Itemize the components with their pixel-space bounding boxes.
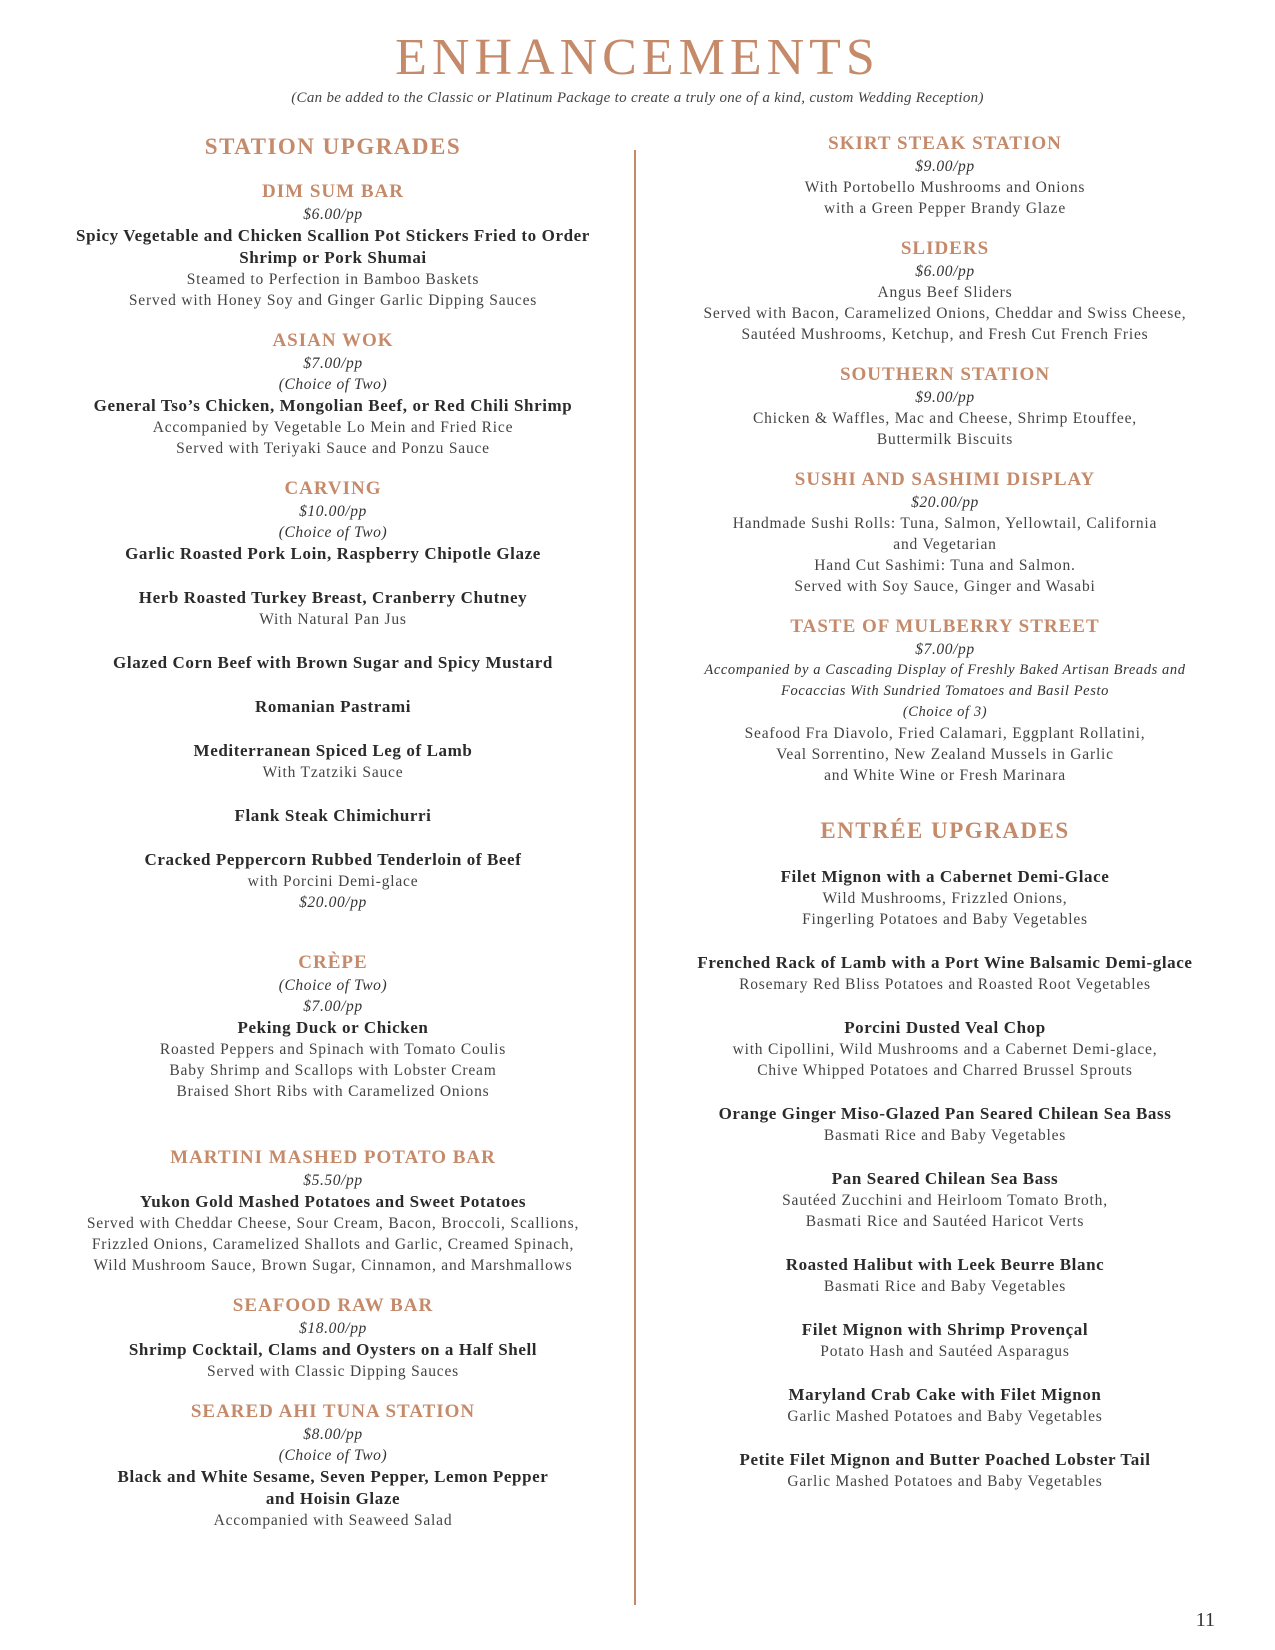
item-title: CRÈPE (298, 952, 368, 973)
item-desc: With Natural Pan Jus (259, 611, 407, 628)
item-price: $7.00/pp (303, 355, 363, 372)
item-desc: With Tzatziki Sauce (262, 764, 404, 781)
page-subtitle: (Can be added to the Classic or Platinum Package to create a truly one of a kind, custom Wedding Reception) (291, 90, 984, 106)
menu-item-ahi-tuna (40, 1400, 626, 1531)
entree-title: Porcini Dusted Veal Chop (844, 1018, 1046, 1037)
menu-item-skirt-steak (652, 132, 1238, 219)
item-dish: Herb Roasted Turkey Breast, Cranberry Chutney (138, 588, 528, 607)
menu-item-martini (40, 1146, 626, 1276)
menu-item-crepe (40, 951, 626, 1102)
entree-desc: Chive Whipped Potatoes and Charred Brussel Sprouts (757, 1062, 1133, 1079)
item-price: $9.00/pp (915, 158, 975, 175)
entree-desc: with Cipollini, Wild Mushrooms and a Cabernet Demi-glace, (732, 1041, 1158, 1058)
section-heading-station-upgrades: STATION UPGRADES (204, 134, 462, 159)
item-desc: with a Green Pepper Brandy Glaze (823, 200, 1067, 217)
entree-title: Petite Filet Mignon and Butter Poached Lobster Tail (739, 1450, 1151, 1469)
entree-item (652, 1384, 1238, 1427)
item-desc: Sautéed Mushrooms, Ketchup, and Fresh Cut French Fries (741, 326, 1149, 343)
item-title: ASIAN WOK (272, 330, 394, 351)
menu-item-carving (40, 477, 626, 913)
entree-title: Frenched Rack of Lamb with a Port Wine Balsamic Demi-glace (697, 953, 1193, 972)
item-title: SEARED AHI TUNA STATION (190, 1401, 476, 1422)
entree-title: Filet Mignon with a Cabernet Demi-Glace (780, 867, 1110, 886)
item-dish: Mediterranean Spiced Leg of Lamb (193, 741, 473, 760)
item-desc: Served with Cheddar Cheese, Sour Cream, Bacon, Broccoli, Scallions, (86, 1215, 580, 1232)
menu-item-sliders (652, 237, 1238, 345)
menu-item-dim-sum (40, 180, 626, 311)
entree-item (652, 1103, 1238, 1146)
item-title: SKIRT STEAK STATION (828, 133, 1062, 154)
item-desc: Served with Honey Soy and Ginger Garlic Dipping Sauces (128, 292, 538, 309)
page-title: ENHANCEMENTS (395, 29, 880, 86)
menu-item-raw-bar (40, 1294, 626, 1382)
entree-item (652, 1017, 1238, 1081)
entree-desc: Fingerling Potatoes and Baby Vegetables (802, 911, 1088, 928)
item-price: $20.00/pp (911, 494, 979, 511)
item-title: SUSHI AND SASHIMI DISPLAY (794, 469, 1096, 490)
menu-item-mulberry (652, 615, 1238, 786)
left-column (40, 132, 626, 1549)
item-desc: Steamed to Perfection in Bamboo Baskets (186, 271, 480, 288)
item-desc: Chicken & Waffles, Mac and Cheese, Shrimp Etouffee, (753, 410, 1137, 427)
item-desc: Served with Teriyaki Sauce and Ponzu Sauce (176, 440, 490, 457)
menu-item-sushi (652, 468, 1238, 597)
column-divider (634, 150, 636, 1605)
item-price: $7.00/pp (915, 641, 975, 658)
item-price: $5.50/pp (303, 1172, 363, 1189)
entree-item (652, 952, 1238, 995)
entree-desc: Rosemary Red Bliss Potatoes and Roasted Root Vegetables (739, 976, 1151, 993)
item-price: $6.00/pp (915, 263, 975, 280)
item-dish: Yukon Gold Mashed Potatoes and Sweet Potatoes (139, 1192, 527, 1211)
menu-item-southern (652, 363, 1238, 450)
item-price: $8.00/pp (303, 1426, 363, 1443)
menu-item-asian-wok (40, 329, 626, 459)
right-column (652, 132, 1238, 1514)
page-number: 11 (1195, 1609, 1215, 1631)
item-dish: Garlic Roasted Pork Loin, Raspberry Chipotle Glaze (125, 544, 541, 563)
item-dish: Peking Duck or Chicken (237, 1018, 429, 1037)
item-price: $20.00/pp (299, 894, 367, 911)
item-desc: and White Wine or Fresh Marinara (824, 767, 1066, 784)
item-title: TASTE OF MULBERRY STREET (790, 616, 1100, 637)
item-title: SLIDERS (900, 238, 990, 259)
entree-desc: Wild Mushrooms, Frizzled Onions, (822, 890, 1068, 907)
item-title: SEAFOOD RAW BAR (232, 1295, 434, 1316)
item-title: MARTINI MASHED POTATO BAR (170, 1147, 496, 1168)
item-desc: Buttermilk Biscuits (876, 431, 1014, 448)
entree-desc: Basmati Rice and Baby Vegetables (823, 1127, 1067, 1144)
item-desc: Baby Shrimp and Scallops with Lobster Cream (169, 1062, 497, 1079)
item-dish: Shrimp or Pork Shumai (239, 248, 427, 267)
item-desc: Angus Beef Sliders (877, 284, 1013, 301)
item-note: (Choice of Two) (278, 1447, 388, 1464)
item-note: (Choice of Two) (278, 977, 388, 994)
item-desc: Hand Cut Sashimi: Tuna and Salmon. (814, 557, 1076, 574)
item-dish: Cracked Peppercorn Rubbed Tenderloin of Beef (144, 850, 522, 869)
entree-item (652, 1254, 1238, 1297)
item-desc: Accompanied by Vegetable Lo Mein and Fried Rice (152, 419, 514, 436)
item-desc: With Portobello Mushrooms and Onions (804, 179, 1086, 196)
item-note: (Choice of 3) (902, 704, 988, 720)
item-desc: Served with Soy Sauce, Ginger and Wasabi (794, 578, 1096, 595)
item-price: $6.00/pp (303, 206, 363, 223)
item-dish: Flank Steak Chimichurri (234, 806, 432, 825)
entree-desc: Basmati Rice and Sautéed Haricot Verts (805, 1213, 1085, 1230)
item-dish: Glazed Corn Beef with Brown Sugar and Spicy Mustard (113, 653, 553, 672)
entree-item (652, 1319, 1238, 1362)
item-title: DIM SUM BAR (262, 181, 404, 202)
item-desc: and Vegetarian (893, 536, 997, 553)
section-heading-entree-upgrades: ENTRÉE UPGRADES (820, 818, 1070, 843)
item-price: $9.00/pp (915, 389, 975, 406)
entree-desc: Garlic Mashed Potatoes and Baby Vegetables (787, 1408, 1103, 1425)
item-note: Accompanied by a Cascading Display of Freshly Baked Artisan Breads and (704, 662, 1186, 678)
entree-title: Filet Mignon with Shrimp Provençal (801, 1320, 1089, 1339)
entree-title: Pan Seared Chilean Sea Bass (831, 1169, 1059, 1188)
entree-item (652, 1449, 1238, 1492)
item-dish: Romanian Pastrami (254, 697, 412, 716)
item-dish: General Tso’s Chicken, Mongolian Beef, or Red Chili Shrimp (93, 396, 573, 415)
item-desc: Served with Classic Dipping Sauces (207, 1363, 459, 1380)
entree-item (652, 1168, 1238, 1232)
item-title: CARVING (284, 478, 382, 499)
item-dish: Black and White Sesame, Seven Pepper, Lemon Pepper (117, 1467, 549, 1486)
item-dish: Shrimp Cocktail, Clams and Oysters on a Half Shell (128, 1340, 538, 1359)
item-dish: Spicy Vegetable and Chicken Scallion Pot Stickers Fried to Order (76, 226, 590, 245)
item-desc: Veal Sorrentino, New Zealand Mussels in Garlic (776, 746, 1114, 763)
entree-title: Roasted Halibut with Leek Beurre Blanc (785, 1255, 1105, 1274)
entree-desc: Garlic Mashed Potatoes and Baby Vegetables (787, 1473, 1103, 1490)
entree-desc: Basmati Rice and Baby Vegetables (823, 1278, 1067, 1295)
entree-title: Maryland Crab Cake with Filet Mignon (788, 1385, 1102, 1404)
entree-list (652, 866, 1238, 1492)
item-desc: with Porcini Demi-glace (247, 873, 419, 890)
item-desc: Seafood Fra Diavolo, Fried Calamari, Eggplant Rollatini, (744, 725, 1146, 742)
entree-desc: Potato Hash and Sautéed Asparagus (820, 1343, 1070, 1360)
item-desc: Accompanied with Seaweed Salad (213, 1512, 453, 1529)
entree-desc: Sautéed Zucchini and Heirloom Tomato Broth, (782, 1192, 1108, 1209)
item-price: $10.00/pp (299, 503, 367, 520)
item-desc: Braised Short Ribs with Caramelized Onions (176, 1083, 490, 1100)
item-desc: Served with Bacon, Caramelized Onions, Cheddar and Swiss Cheese, (703, 305, 1187, 322)
item-note: Focaccias With Sundried Tomatoes and Basil Pesto (781, 683, 1109, 699)
item-price: $18.00/pp (299, 1320, 367, 1337)
entree-title: Orange Ginger Miso-Glazed Pan Seared Chilean Sea Bass (718, 1104, 1172, 1123)
entree-item (652, 866, 1238, 930)
item-price: $7.00/pp (303, 998, 363, 1015)
item-title: SOUTHERN STATION (839, 364, 1051, 385)
item-desc: Wild Mushroom Sauce, Brown Sugar, Cinnamon, and Marshmallows (93, 1257, 573, 1274)
item-dish: and Hoisin Glaze (265, 1489, 401, 1508)
item-note: (Choice of Two) (278, 376, 388, 393)
item-desc: Frizzled Onions, Caramelized Shallots and Garlic, Creamed Spinach, (91, 1236, 575, 1253)
item-desc: Handmade Sushi Rolls: Tuna, Salmon, Yellowtail, California (732, 515, 1158, 532)
item-desc: Roasted Peppers and Spinach with Tomato Coulis (159, 1041, 507, 1058)
item-note: (Choice of Two) (278, 524, 388, 541)
